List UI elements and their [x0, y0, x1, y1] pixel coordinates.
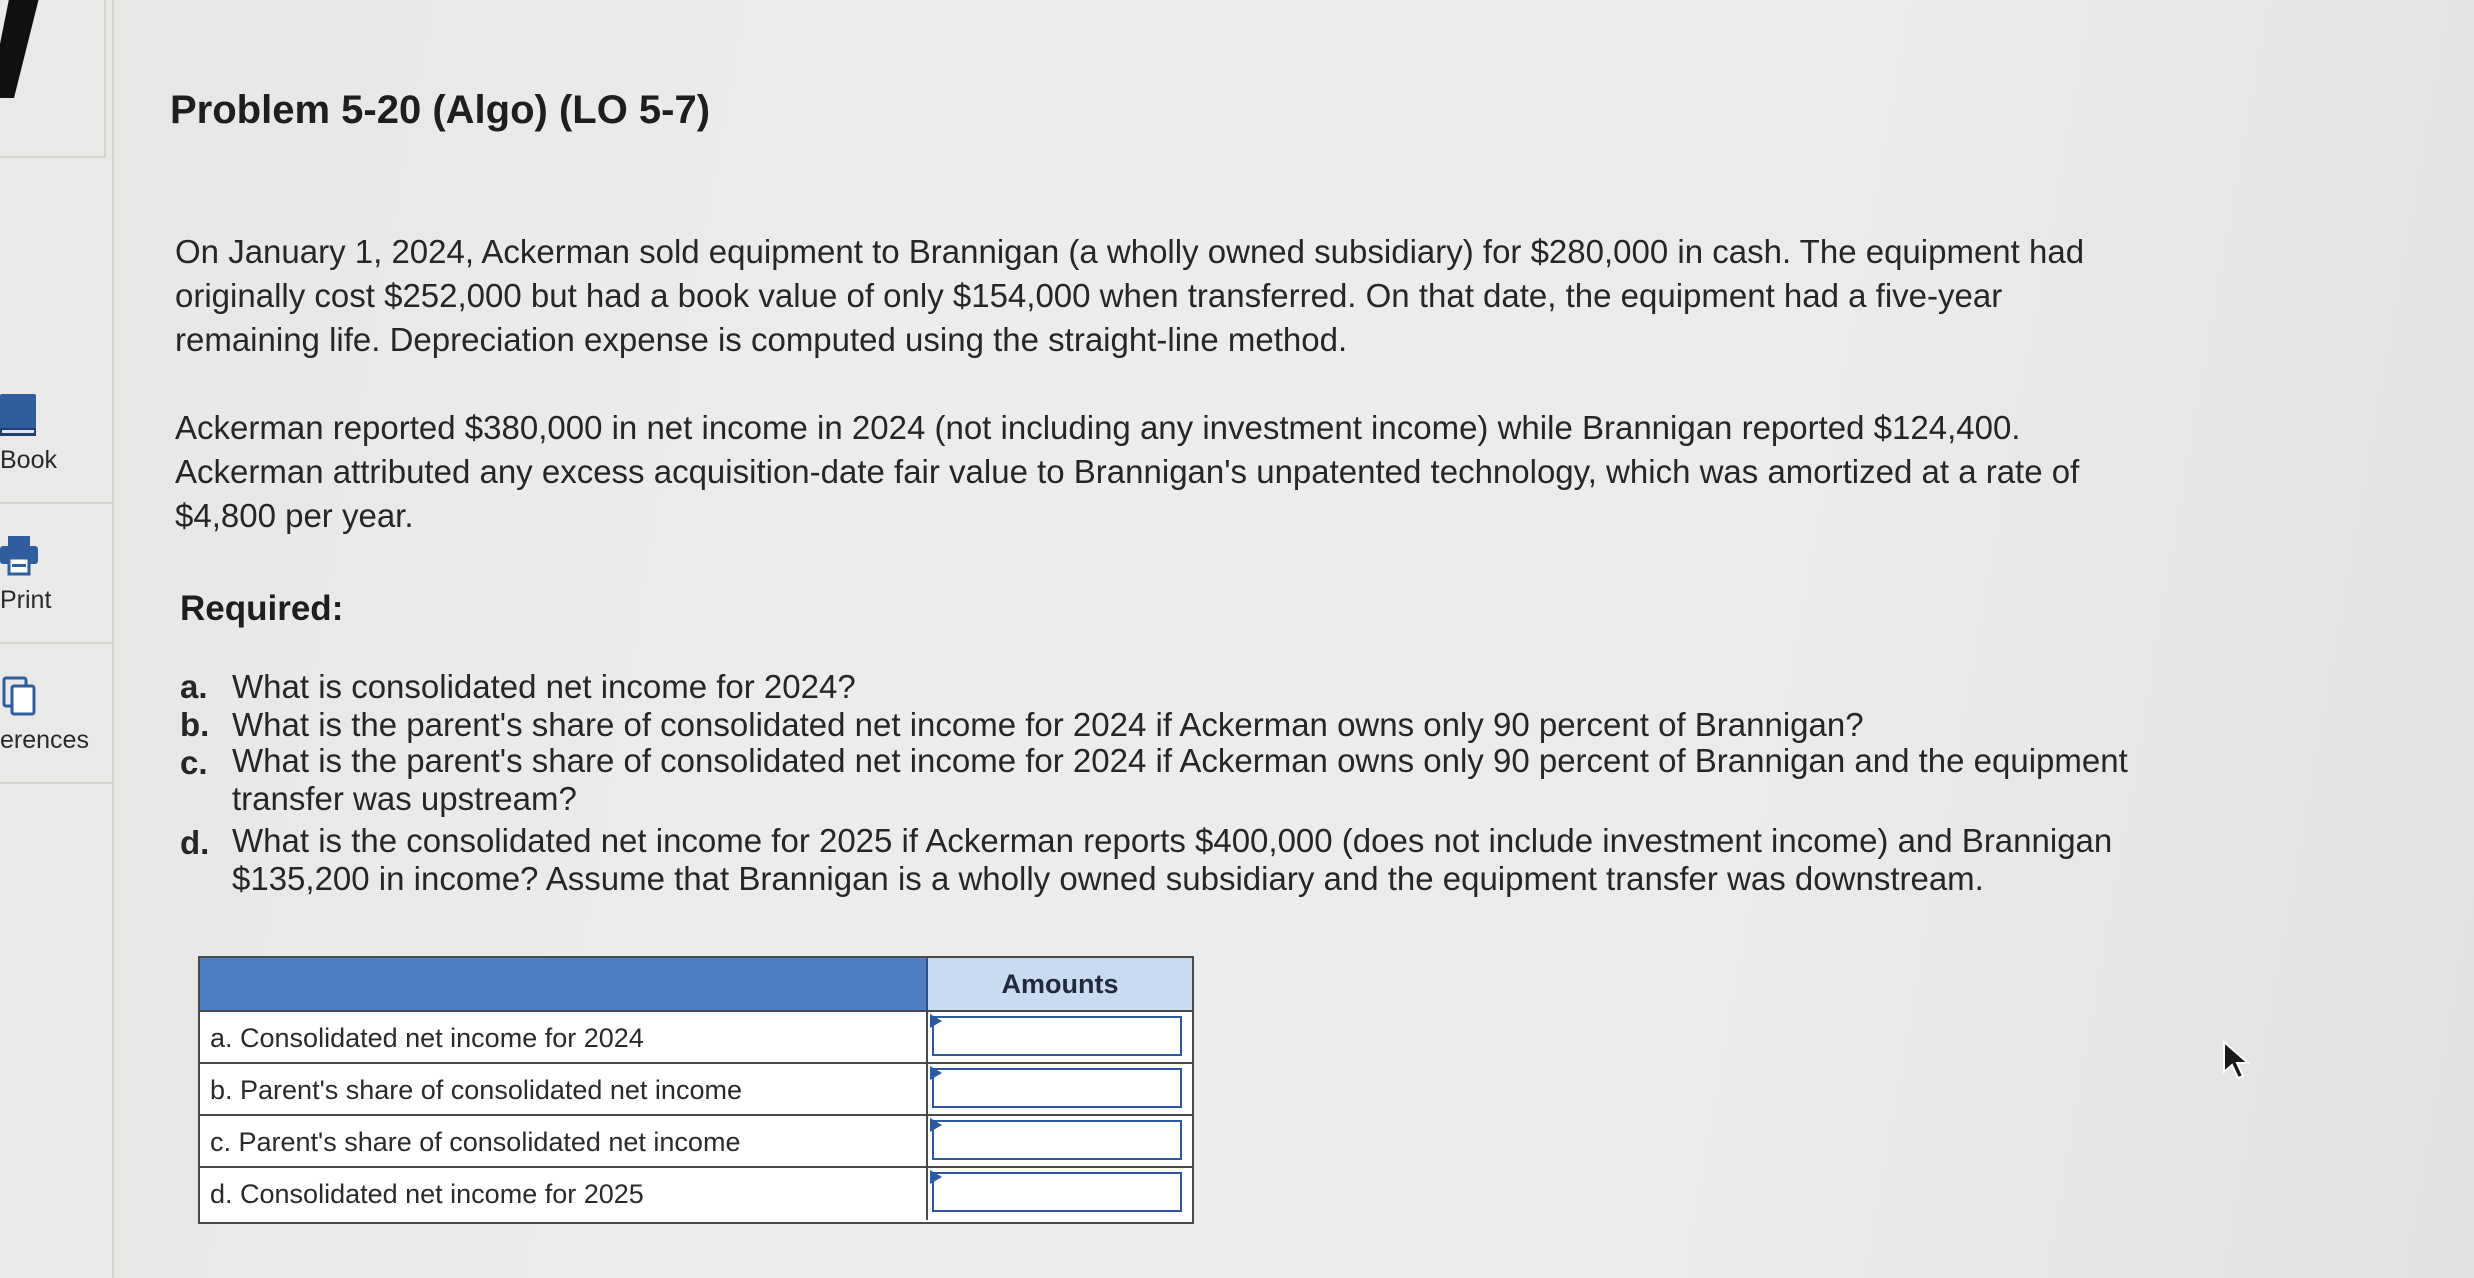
input-indicator-icon [930, 1118, 942, 1132]
table-header-amounts: Amounts [928, 958, 1192, 1010]
paragraph-line: On January 1, 2024, Ackerman sold equipment to Brannigan (a wholly owned subsidiary) for $280,000 in cash. The equipment had [175, 233, 2085, 270]
answer-table [198, 956, 1194, 1224]
question-line: transfer was upstream? [232, 780, 577, 817]
sidebar-item-label: Book [0, 446, 57, 474]
input-indicator-icon [930, 1014, 942, 1028]
question-letter: c. [180, 744, 208, 781]
amount-input-c[interactable] [932, 1120, 1182, 1160]
amount-input-d[interactable] [932, 1172, 1182, 1212]
table-row [200, 1062, 1192, 1116]
row-label: a. Consolidated net income for 2024 [210, 1023, 644, 1053]
question-line: $135,200 in income? Assume that Brannigan is a wholly owned subsidiary and the equipment transfer was downstream. [232, 860, 1984, 897]
question-line: What is the consolidated net income for 2025 if Ackerman reports $400,000 (does not include investment income) and Brannigan [232, 822, 2113, 859]
question-line: What is the parent's share of consolidated net income for 2024 if Ackerman owns only 90 percent of Brannigan and the equipment [232, 742, 2128, 779]
amount-cell [926, 1012, 1192, 1064]
references-icon [0, 672, 40, 720]
sidebar-item-label: erences [0, 726, 89, 754]
question-b [180, 704, 2330, 746]
question-letter: d. [180, 824, 210, 861]
question-d [180, 822, 2330, 906]
printer-icon [0, 532, 40, 580]
sidebar-logo-area [0, 0, 106, 158]
question-letter: a. [180, 668, 208, 705]
problem-paragraph-1 [175, 230, 2315, 362]
sidebar-item-references[interactable] [0, 644, 112, 784]
page-title: Problem 5-20 (Algo) (LO 5-7) [170, 88, 711, 132]
book-icon [0, 392, 40, 440]
sidebar-item-label: Print [0, 586, 52, 614]
amount-input-a[interactable] [932, 1016, 1182, 1056]
problem-paragraph-2 [175, 406, 2315, 538]
paragraph-line: Ackerman attributed any excess acquisition-date fair value to Brannigan's unpatented technology, which was amortized at a rate of [175, 453, 2080, 490]
input-indicator-icon [930, 1066, 942, 1080]
required-heading: Required: [180, 589, 344, 628]
input-indicator-icon [930, 1170, 942, 1184]
question-c [180, 742, 2330, 826]
sidebar-item-print[interactable] [0, 504, 112, 644]
table-row [200, 1166, 1192, 1220]
row-label: d. Consolidated net income for 2025 [210, 1179, 644, 1209]
row-label: c. Parent's share of consolidated net income [210, 1127, 741, 1157]
sidebar-item-book[interactable] [0, 364, 112, 504]
amount-input-b[interactable] [932, 1068, 1182, 1108]
logo-slash-icon [0, 0, 40, 98]
paragraph-line: $4,800 per year. [175, 497, 414, 534]
amount-cell [926, 1168, 1192, 1220]
question-line: What is the parent's share of consolidated net income for 2024 if Ackerman owns only 90 percent of Brannigan? [232, 706, 1864, 743]
paragraph-line: remaining life. Depreciation expense is computed using the straight-line method. [175, 321, 1348, 358]
sidebar [0, 0, 114, 1278]
amount-cell [926, 1064, 1192, 1116]
amount-cell [926, 1116, 1192, 1168]
question-line: What is consolidated net income for 2024? [232, 668, 856, 705]
paragraph-line: originally cost $252,000 but had a book value of only $154,000 when transferred. On that date, the equipment had a five-year [175, 277, 2003, 314]
mouse-cursor-icon [2220, 1040, 2254, 1080]
question-letter: b. [180, 706, 210, 743]
table-row [200, 1114, 1192, 1168]
row-label: b. Parent's share of consolidated net income [210, 1075, 742, 1105]
table-header-blank [200, 958, 928, 1010]
paragraph-line: Ackerman reported $380,000 in net income in 2024 (not including any investment income) while Brannigan reported $124,400. [175, 409, 2021, 446]
question-a [180, 666, 2330, 708]
table-row [200, 1010, 1192, 1064]
